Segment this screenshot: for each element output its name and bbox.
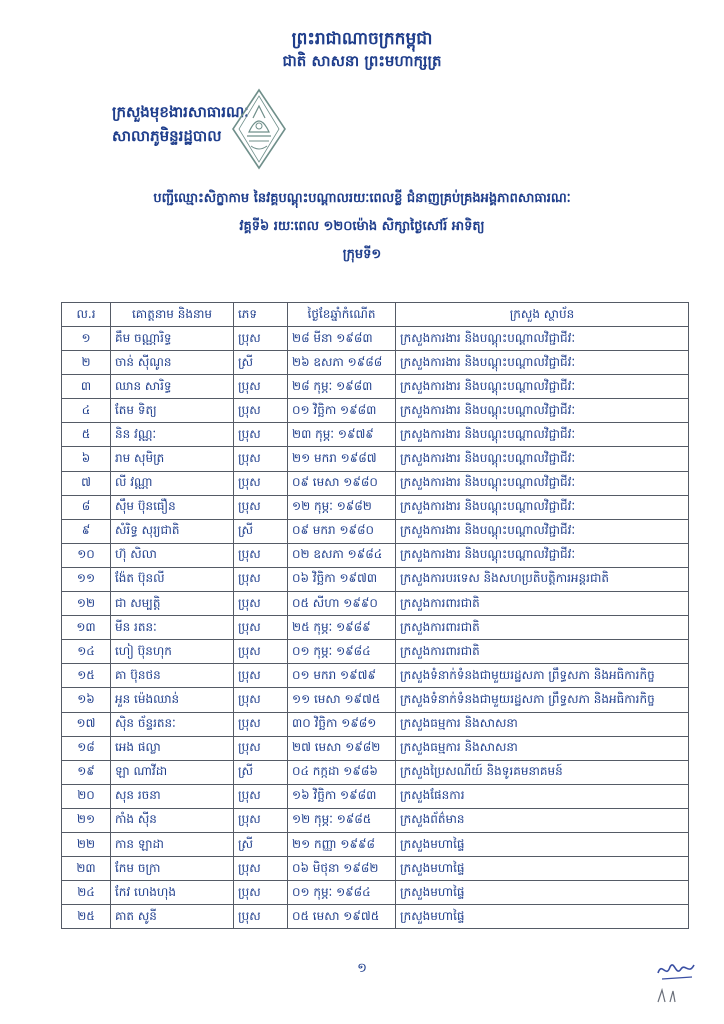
cell-sex: ប្រុស — [234, 688, 288, 712]
table-row — [62, 423, 689, 447]
cell-institution: ក្រសួងការងារ និងបណ្តុះបណ្តាលវិជ្ជាជីវៈ — [396, 495, 689, 519]
cell-dob: ១១ មេសា ១៩៧៥ — [288, 688, 396, 712]
table-row — [62, 471, 689, 495]
cell-no: ៥ — [62, 423, 111, 447]
cell-name: កាំង ស៊ីន — [111, 808, 234, 832]
cell-dob: ២៨ កុម្ភៈ ១៩៨៣ — [288, 375, 396, 399]
cell-name: កែវ ហេងហុង — [111, 881, 234, 905]
table-body — [62, 327, 689, 929]
table-row — [62, 495, 689, 519]
cell-dob: ០៦ មិថុនា ១៩៨២ — [288, 857, 396, 881]
table-row — [62, 760, 689, 784]
cell-institution: ក្រសួងប្រៃសណីយ៍ និងទូរគមនាគមន៍ — [396, 760, 689, 784]
cell-no: ១៩ — [62, 760, 111, 784]
cell-sex: ប្រុស — [234, 592, 288, 616]
page-number: ១ — [357, 961, 367, 976]
cell-sex: ស្រី — [234, 519, 288, 543]
cell-sex: ប្រុស — [234, 664, 288, 688]
cell-sex: ប្រុស — [234, 399, 288, 423]
cell-no: ១៤ — [62, 640, 111, 664]
cell-dob: ០២ ឧសភា ១៩៨៤ — [288, 543, 396, 567]
cell-institution: ក្រសួងការពារជាតិ — [396, 616, 689, 640]
cell-institution: ក្រសួងមហាផ្ទៃ — [396, 905, 689, 929]
cell-no: ១៦ — [62, 688, 111, 712]
cell-institution: ក្រសួងការងារ និងបណ្តុះបណ្តាលវិជ្ជាជីវៈ — [396, 423, 689, 447]
cell-institution: ក្រសួងទំនាក់ទំនងជាមួយរដ្ឋសភា ព្រឹទ្ធសភា និងអធិការកិច្ច — [396, 688, 689, 712]
cell-name: កាន ឡាដា — [111, 832, 234, 856]
cell-name: សំរិទ្ធ សុរ្យជាតិ — [111, 519, 234, 543]
cell-no: ៨ — [62, 495, 111, 519]
cell-institution: ក្រសួងការបរទេស និងសហប្រតិបត្តិការអន្តរជាតិ — [396, 567, 689, 591]
cell-sex: ប្រុស — [234, 616, 288, 640]
cell-no: ៤ — [62, 399, 111, 423]
cell-no: ១០ — [62, 543, 111, 567]
cell-institution: ក្រសួងការងារ និងបណ្តុះបណ្តាលវិជ្ជាជីវៈ — [396, 471, 689, 495]
table-row — [62, 736, 689, 760]
cell-dob: ២១ មករា ១៩៨៧ — [288, 447, 396, 471]
cell-sex: ស្រី — [234, 351, 288, 375]
cell-sex: ប្រុស — [234, 447, 288, 471]
cell-name: ហៀ ប៊ុនហុក — [111, 640, 234, 664]
cell-dob: ៣០ វិច្ឆិកា ១៩៨១ — [288, 712, 396, 736]
cell-institution: ក្រសួងមហាផ្ទៃ — [396, 832, 689, 856]
cell-name: គាត សូនី — [111, 905, 234, 929]
handwritten-mark-icon — [654, 986, 684, 1006]
table-row — [62, 447, 689, 471]
cell-no: ១ — [62, 327, 111, 351]
column-header-institution: ក្រសួង ស្ថាប័ន — [396, 303, 689, 327]
cell-sex: ប្រុស — [234, 736, 288, 760]
column-header-name: គោត្តនាម និងនាម — [111, 303, 234, 327]
cell-no: ២២ — [62, 832, 111, 856]
cell-sex: ប្រុស — [234, 327, 288, 351]
cell-sex: ប្រុស — [234, 857, 288, 881]
school-name: សាលាភូមិន្ទរដ្ឋបាល — [112, 127, 222, 145]
cell-name: គា ប៊ុនថន — [111, 664, 234, 688]
cell-institution: ក្រសួងផែនការ — [396, 784, 689, 808]
cell-sex: ប្រុស — [234, 808, 288, 832]
cell-dob: ០១ កុម្ភៈ ១៩៨៤ — [288, 640, 396, 664]
table-row — [62, 905, 689, 929]
cell-dob: ០៤ កក្កដា ១៩៨៦ — [288, 760, 396, 784]
table-row — [62, 688, 689, 712]
cell-sex: ស្រី — [234, 760, 288, 784]
cell-no: ១៣ — [62, 616, 111, 640]
table-row — [62, 881, 689, 905]
cell-name: ស៊ិន ច័ន្ទរតនៈ — [111, 712, 234, 736]
cell-sex: ស្រី — [234, 832, 288, 856]
cell-no: ១១ — [62, 567, 111, 591]
column-header-no: ល.រ — [62, 303, 111, 327]
cell-dob: ១៦ វិច្ឆិកា ១៩៨៣ — [288, 784, 396, 808]
cell-name: តែម ទិត្យ — [111, 399, 234, 423]
cell-institution: ក្រសួងការងារ និងបណ្តុះបណ្តាលវិជ្ជាជីវៈ — [396, 519, 689, 543]
cell-dob: ២១ កញ្ញា ១៩៩៨ — [288, 832, 396, 856]
table-row — [62, 664, 689, 688]
kingdom-heading: ព្រះរាជាណាចក្រកម្ពុជា — [291, 29, 433, 49]
cell-dob: ២៥ កុម្ភៈ ១៩៨៩ — [288, 616, 396, 640]
table-row — [62, 857, 689, 881]
cell-dob: ០៦ វិច្ឆិកា ១៩៧៣ — [288, 567, 396, 591]
cell-dob: ១២ កុម្ភៈ ១៩៨២ — [288, 495, 396, 519]
cell-no: ២៣ — [62, 857, 111, 881]
table-row — [62, 399, 689, 423]
participant-table — [61, 302, 689, 929]
table-row — [62, 784, 689, 808]
cell-sex: ប្រុស — [234, 567, 288, 591]
cell-institution: ក្រសួងការងារ និងបណ្តុះបណ្តាលវិជ្ជាជីវៈ — [396, 543, 689, 567]
cell-name: ស៊ឹម ប៊ុនធឿន — [111, 495, 234, 519]
cell-sex: ប្រុស — [234, 423, 288, 447]
cell-sex: ប្រុស — [234, 905, 288, 929]
national-motto: ជាតិ សាសនា ព្រះមហាក្សត្រ — [282, 52, 442, 70]
cell-sex: ប្រុស — [234, 375, 288, 399]
cell-sex: ប្រុស — [234, 543, 288, 567]
table-row — [62, 808, 689, 832]
cell-dob: ០១ មករា ១៩៧៩ — [288, 664, 396, 688]
column-header-dob: ថ្ងៃខែឆ្នាំកំណើត — [288, 303, 396, 327]
cell-institution: ក្រសួងការងារ និងបណ្តុះបណ្តាលវិជ្ជាជីវៈ — [396, 351, 689, 375]
cell-institution: ក្រសួងការពារជាតិ — [396, 592, 689, 616]
column-header-sex: ភេទ — [234, 303, 288, 327]
cell-name: រាម សុមិត្រ — [111, 447, 234, 471]
table-row — [62, 616, 689, 640]
table-row — [62, 351, 689, 375]
table-header-row — [62, 303, 689, 327]
cell-institution: ក្រសួងមហាផ្ទៃ — [396, 857, 689, 881]
cell-institution: ក្រសួងមហាផ្ទៃ — [396, 881, 689, 905]
table-row — [62, 327, 689, 351]
cell-institution: ក្រសួងការពារជាតិ — [396, 640, 689, 664]
cell-institution: ក្រសួងការងារ និងបណ្តុះបណ្តាលវិជ្ជាជីវៈ — [396, 327, 689, 351]
cell-sex: ប្រុស — [234, 471, 288, 495]
cell-no: ១២ — [62, 592, 111, 616]
document-title-line-1: បញ្ជីឈ្មោះសិក្ខាកាម នៃវគ្គបណ្តុះបណ្តាលរយៈពេលខ្លី ជំនាញគ្រប់គ្រងអង្គភាពសាធារណៈ — [153, 191, 571, 206]
cell-no: ១៨ — [62, 736, 111, 760]
cell-no: ៦ — [62, 447, 111, 471]
cell-institution: ក្រសួងព័ត៌មាន — [396, 808, 689, 832]
table-row — [62, 640, 689, 664]
cell-name: អួន ម៉េងឈាន់ — [111, 688, 234, 712]
table-row — [62, 567, 689, 591]
cell-name: លី វណ្ណា — [111, 471, 234, 495]
cell-name: ឈាន សារិទ្ធ — [111, 375, 234, 399]
cell-dob: ០១ វិច្ឆិកា ១៩៨៣ — [288, 399, 396, 423]
cell-dob: ០៥ មេសា ១៩៧៥ — [288, 905, 396, 929]
cell-sex: ប្រុស — [234, 640, 288, 664]
cell-name: ង៉ែត ប៊ុនលី — [111, 567, 234, 591]
cell-name: អេង ផល្លា — [111, 736, 234, 760]
group-label: ក្រុមទី១ — [342, 247, 382, 262]
cell-no: ២០ — [62, 784, 111, 808]
cell-sex: ប្រុស — [234, 784, 288, 808]
school-seal-icon — [231, 88, 287, 170]
cell-no: ៣ — [62, 375, 111, 399]
cell-dob: ២៧ មេសា ១៩៨២ — [288, 736, 396, 760]
document-title-line-2: វគ្គទី៦ រយៈពេល ១២០ម៉ោង សិក្សាថ្ងៃសៅរ៍ អាទិត្យ — [239, 219, 485, 234]
cell-no: ២១ — [62, 808, 111, 832]
cell-dob: ២៣ កុម្ភៈ ១៩៧៩ — [288, 423, 396, 447]
cell-institution: ក្រសួងធម្មការ និងសាសនា — [396, 736, 689, 760]
cell-dob: ០៥ សីហា ១៩៩០ — [288, 592, 396, 616]
cell-name: មីន រតនៈ — [111, 616, 234, 640]
cell-dob: ០១ កុម្ភៈ ១៩៨៤ — [288, 881, 396, 905]
cell-institution: ក្រសួងការងារ និងបណ្តុះបណ្តាលវិជ្ជាជីវៈ — [396, 399, 689, 423]
cell-name: ឡា ណាវីដា — [111, 760, 234, 784]
cell-dob: ០៩ មេសា ១៩៨០ — [288, 471, 396, 495]
cell-name: កែម ចក្រា — [111, 857, 234, 881]
cell-sex: ប្រុស — [234, 881, 288, 905]
cell-name: ជា សម្បត្តិ — [111, 592, 234, 616]
table-row — [62, 375, 689, 399]
cell-no: ៩ — [62, 519, 111, 543]
cell-dob: ១២ កុម្ភៈ ១៩៨៥ — [288, 808, 396, 832]
table-row — [62, 592, 689, 616]
table-row — [62, 519, 689, 543]
cell-no: ២៤ — [62, 881, 111, 905]
cell-institution: ក្រសួងធម្មការ និងសាសនា — [396, 712, 689, 736]
cell-name: ចាន់ ស៊ីណូន — [111, 351, 234, 375]
table-row — [62, 543, 689, 567]
cell-dob: ២៦ ឧសភា ១៩៨៨ — [288, 351, 396, 375]
cell-sex: ប្រុស — [234, 495, 288, 519]
cell-no: ១៧ — [62, 712, 111, 736]
cell-name: និន វណ្ណៈ — [111, 423, 234, 447]
cell-dob: ២៨ មីនា ១៩៨៣ — [288, 327, 396, 351]
cell-name: ហ៊ុ សិលា — [111, 543, 234, 567]
cell-name: សុន រចនា — [111, 784, 234, 808]
cell-institution: ក្រសួងការងារ និងបណ្តុះបណ្តាលវិជ្ជាជីវៈ — [396, 375, 689, 399]
cell-name: គឹម ចណ្ណារិទ្ធ — [111, 327, 234, 351]
handwritten-initials-icon — [654, 955, 700, 985]
ministry-name: ក្រសួងមុខងារសាធារណៈ — [112, 103, 249, 121]
cell-dob: ០៩ មករា ១៩៨០ — [288, 519, 396, 543]
table-row — [62, 712, 689, 736]
cell-institution: ក្រសួងការងារ និងបណ្តុះបណ្តាលវិជ្ជាជីវៈ — [396, 447, 689, 471]
table-row — [62, 832, 689, 856]
cell-sex: ប្រុស — [234, 712, 288, 736]
cell-institution: ក្រសួងទំនាក់ទំនងជាមួយរដ្ឋសភា ព្រឹទ្ធសភា និងអធិការកិច្ច — [396, 664, 689, 688]
cell-no: ៧ — [62, 471, 111, 495]
cell-no: ២៥ — [62, 905, 111, 929]
cell-no: ២ — [62, 351, 111, 375]
cell-no: ១៥ — [62, 664, 111, 688]
